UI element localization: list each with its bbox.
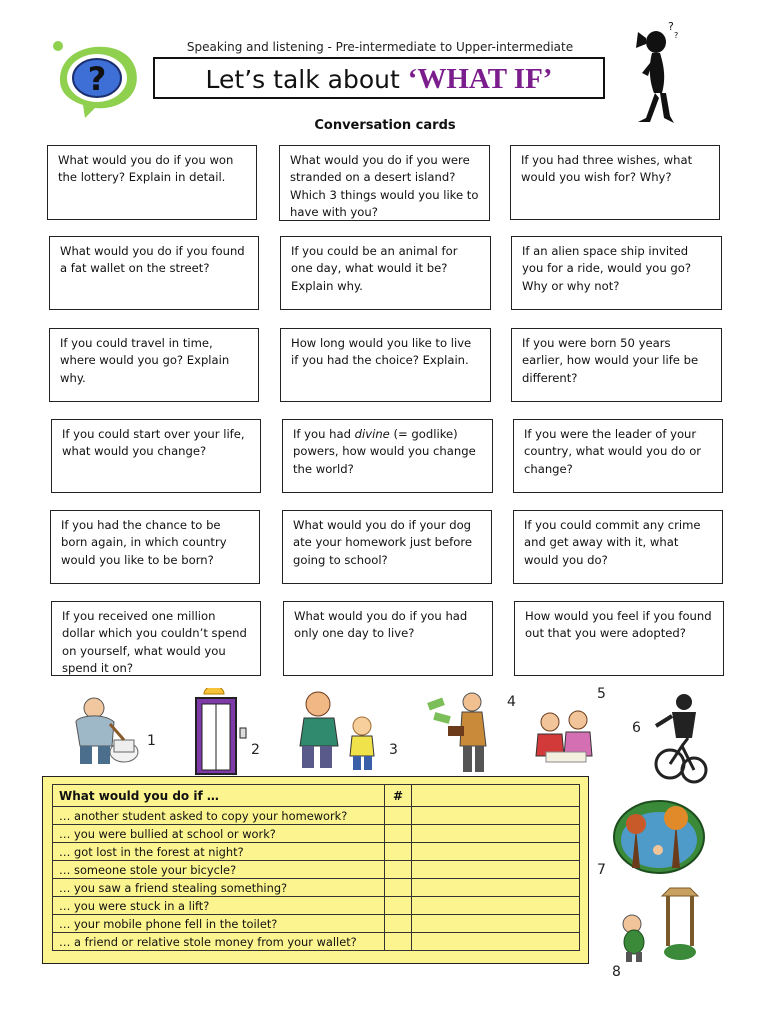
question-text: … you saw a friend stealing something? xyxy=(53,879,385,897)
card-8: How long would you like to live if you had the choice? Explain. xyxy=(280,328,491,402)
question-text: … got lost in the forest at night? xyxy=(53,843,385,861)
elevator-picture xyxy=(192,688,252,776)
card-14: What would you do if your dog ate your homework just before going to school? xyxy=(282,510,492,584)
card-5: If you could be an animal for one day, what would it be? Explain why. xyxy=(280,236,491,310)
table-row xyxy=(53,933,580,951)
blank-cell xyxy=(412,825,580,843)
question-table xyxy=(52,784,580,951)
answer-number-cell[interactable] xyxy=(385,861,412,879)
table-row xyxy=(53,915,580,933)
picture-number-1: 1 xyxy=(147,733,156,749)
question-text: … you were stuck in a lift? xyxy=(53,897,385,915)
picture-number-5: 5 xyxy=(597,686,606,702)
card-15: If you could commit any crime and get away with it, what would you do? xyxy=(513,510,723,584)
section-title: Conversation cards xyxy=(314,118,456,133)
table-row xyxy=(53,897,580,915)
card-2: What would you do if you were stranded on a desert island? Which 3 things would you like to have with you? xyxy=(279,145,490,221)
table-row xyxy=(53,807,580,825)
card-6: If an alien space ship invited you for a ride, would you go? Why or why not? xyxy=(511,236,722,310)
card-9: If you were born 50 years earlier, how would your life be different? xyxy=(511,328,722,402)
answer-number-cell[interactable] xyxy=(385,807,412,825)
answer-number-cell[interactable] xyxy=(385,915,412,933)
worksheet-subtitle: Speaking and listening - Pre-intermediate to Upper-intermediate xyxy=(186,40,574,54)
title-accent: ‘WHAT IF’ xyxy=(407,63,553,95)
question-logo-icon xyxy=(50,40,145,120)
question-text: … someone stole your bicycle? xyxy=(53,861,385,879)
card-17: What would you do if you had only one day to live? xyxy=(283,601,493,676)
money-wallet-picture xyxy=(420,688,502,776)
forest-picture xyxy=(612,798,706,876)
table-row xyxy=(53,879,580,897)
table-row xyxy=(53,861,580,879)
picture-number-6: 6 xyxy=(632,720,641,736)
question-text: … your mobile phone fell in the toilet? xyxy=(53,915,385,933)
answer-number-cell[interactable] xyxy=(385,843,412,861)
card-10: If you could start over your life, what would you change? xyxy=(51,419,261,493)
answer-number-cell[interactable] xyxy=(385,825,412,843)
answer-number-cell[interactable] xyxy=(385,879,412,897)
card-1: What would you do if you won the lottery? Explain in detail. xyxy=(47,145,257,220)
blank-cell xyxy=(412,897,580,915)
blank-cell xyxy=(412,807,580,825)
bicycle-thief-picture xyxy=(648,690,713,786)
table-header-number: # xyxy=(385,785,412,807)
watermelon-boy-picture xyxy=(618,886,708,966)
card-11: If you had divine (= godlike) powers, how would you change the world? xyxy=(282,419,493,493)
card-7: If you could travel in time, where would you go? Explain why. xyxy=(49,328,259,402)
svg-text:?: ? xyxy=(87,60,107,98)
card-3: If you had three wishes, what would you wish for? Why? xyxy=(510,145,720,220)
answer-number-cell[interactable] xyxy=(385,897,412,915)
blank-cell xyxy=(412,933,580,951)
svg-text:?: ? xyxy=(674,31,679,40)
blank-cell xyxy=(412,879,580,897)
answer-number-cell[interactable] xyxy=(385,933,412,951)
picture-number-3: 3 xyxy=(389,742,398,758)
table-header-blank xyxy=(412,785,580,807)
table-header-row xyxy=(53,785,580,807)
picture-number-8: 8 xyxy=(612,964,621,980)
question-text: … a friend or relative stole money from your wallet? xyxy=(53,933,385,951)
bullying-picture xyxy=(290,688,385,772)
blank-cell xyxy=(412,861,580,879)
picture-number-7: 7 xyxy=(597,862,606,878)
toilet-plumber-picture xyxy=(64,690,146,770)
question-text: … another student asked to copy your homework? xyxy=(53,807,385,825)
page-title xyxy=(153,57,605,99)
blank-cell xyxy=(412,843,580,861)
table-header-question: What would you do if … xyxy=(53,785,385,807)
title-main: Let’s talk about xyxy=(205,65,408,94)
thinking-figure-icon xyxy=(628,18,688,128)
card-4: What would you do if you found a fat wallet on the street? xyxy=(49,236,259,310)
svg-text:?: ? xyxy=(668,20,674,33)
friends-stealing-picture xyxy=(528,700,598,770)
card-12: If you were the leader of your country, what would you do or change? xyxy=(513,419,723,493)
question-text: … you were bullied at school or work? xyxy=(53,825,385,843)
picture-number-4: 4 xyxy=(507,694,516,710)
card-13: If you had the chance to be born again, in which country would you like to be born? xyxy=(50,510,260,584)
blank-cell xyxy=(412,915,580,933)
table-row xyxy=(53,825,580,843)
card-16: If you received one million dollar which you couldn’t spend on yourself, what would you spend it on? xyxy=(51,601,261,676)
card-18: How would you feel if you found out that you were adopted? xyxy=(514,601,724,676)
picture-number-2: 2 xyxy=(251,742,260,758)
table-row xyxy=(53,843,580,861)
